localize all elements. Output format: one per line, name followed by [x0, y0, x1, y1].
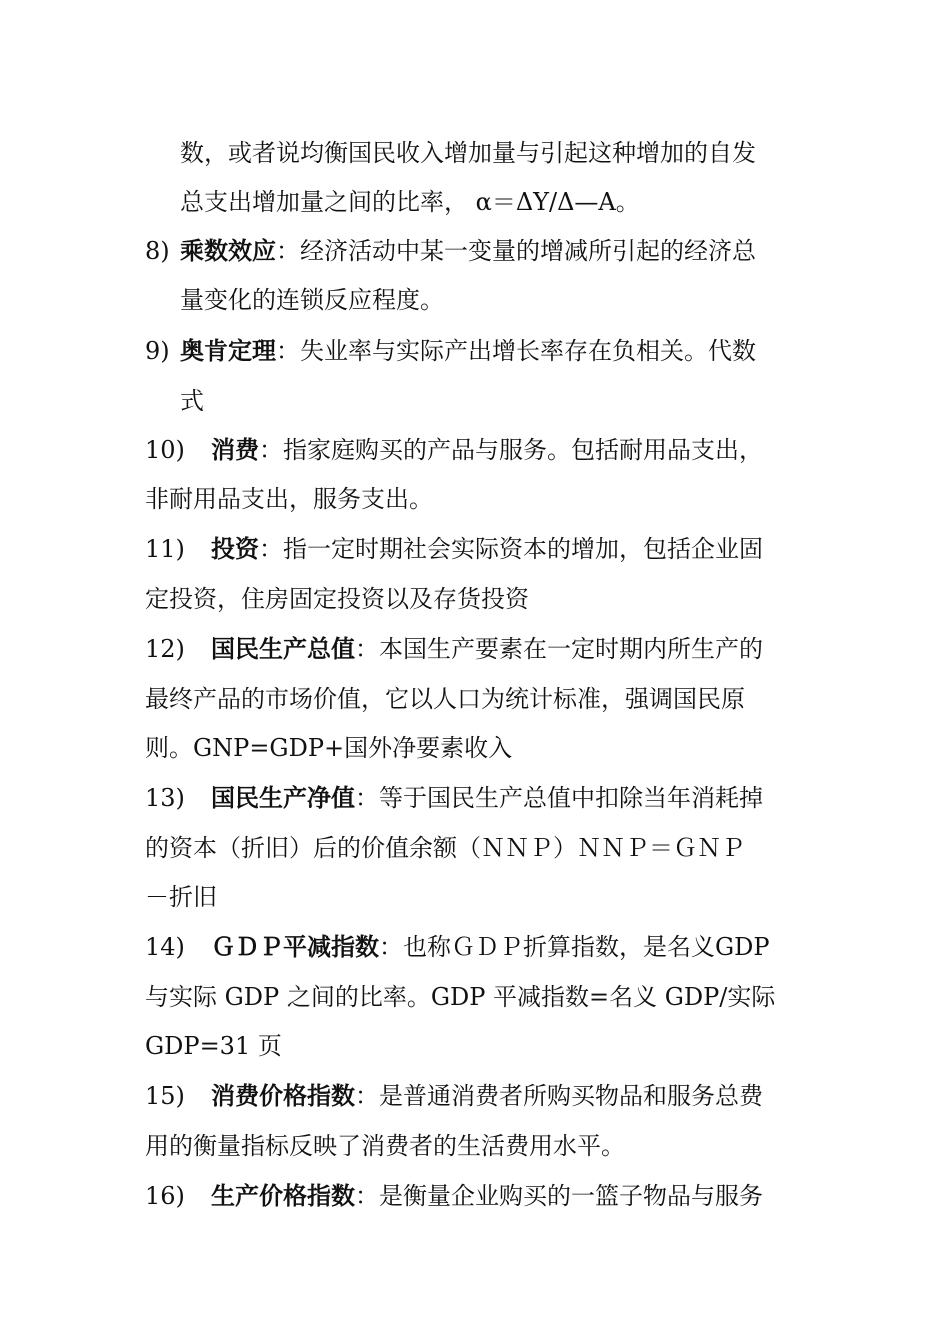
definition-item-11	[145, 524, 810, 574]
term-heading: 国民生产净值	[211, 783, 355, 812]
entry-text: 与实际 GDP 之间的比率。GDP 平减指数=名义 GDP/实际	[145, 983, 776, 1011]
text-line	[145, 674, 810, 724]
entry-text: ：是普通消费者所购买物品和服务总费	[355, 1082, 763, 1110]
item-number: 11)	[145, 535, 185, 563]
entry-text: 用的衡量指标反映了消费者的生活费用水平。	[145, 1132, 625, 1160]
term-heading: 国民生产总值	[211, 634, 355, 663]
entry-text: GDP=31 页	[145, 1032, 282, 1060]
entry-text: 量变化的连锁反应程度。	[180, 286, 444, 314]
text-line	[145, 723, 810, 773]
definition-item-9	[145, 326, 810, 376]
term-heading: 乘数效应	[180, 236, 276, 265]
entry-text: 定投资，住房固定投资以及存货投资	[145, 585, 529, 613]
entry-text: ：本国生产要素在一定时期内所生产的	[355, 635, 763, 663]
text-line	[180, 177, 810, 227]
definition-item-16	[145, 1171, 810, 1221]
item-number: 15)	[145, 1082, 185, 1110]
entry-text: 最终产品的市场价值，它以人口为统计标准，强调国民原	[145, 685, 745, 713]
definition-item-13	[145, 773, 810, 823]
text-line	[145, 474, 810, 524]
definition-item-10	[145, 425, 810, 475]
text-line	[180, 376, 810, 426]
entry-text: 式	[180, 387, 204, 415]
entry-text: 非耐用品支出，服务支出。	[145, 485, 433, 513]
term-heading: 消费价格指数	[211, 1081, 355, 1110]
text-line	[145, 574, 810, 624]
text-line	[145, 1121, 810, 1171]
entry-text: ：等于国民生产总值中扣除当年消耗掉	[355, 784, 763, 812]
text-line	[145, 972, 810, 1022]
item-number: 13)	[145, 784, 185, 812]
item-number: 9)	[145, 337, 170, 365]
entry-text: ：指一定时期社会实际资本的增加，包括企业固	[259, 535, 763, 563]
text-line	[145, 1021, 810, 1071]
term-heading: 奥肯定理	[180, 336, 276, 365]
item-number: 10)	[145, 436, 185, 464]
entry-text: 则。GNP=GDP+国外净要素收入	[145, 734, 513, 762]
entry-text: －折旧	[145, 883, 217, 911]
term-heading: ＧＤＰ平减指数	[211, 932, 379, 961]
definition-item-14	[145, 922, 810, 972]
definition-item-8	[145, 226, 810, 276]
text-line	[145, 823, 810, 873]
entry-text: ：经济活动中某一变量的增减所引起的经济总	[276, 237, 756, 265]
definition-item-15	[145, 1071, 810, 1121]
entry-text: 数，或者说均衡国民收入增加量与引起这种增加的自发	[180, 139, 756, 167]
term-heading: 消费	[211, 435, 259, 464]
item-number: 16)	[145, 1182, 185, 1210]
item-number: 8)	[145, 237, 170, 265]
definition-item-12	[145, 624, 810, 674]
entry-text: ：是衡量企业购买的一篮子物品与服务	[355, 1182, 763, 1210]
text-line	[180, 128, 810, 178]
text-line	[145, 872, 810, 922]
item-number: 14)	[145, 933, 185, 961]
entry-text: ：失业率与实际产出增长率存在负相关。代数	[276, 337, 756, 365]
item-number: 12)	[145, 635, 185, 663]
entry-text: 的资本（折旧）后的价值余额（ＮＮＰ）ＮＮＰ＝ＧＮＰ	[145, 834, 745, 862]
entry-text: 总支出增加量之间的比率， α＝ΔY/Δ—A。	[180, 188, 640, 216]
term-heading: 生产价格指数	[211, 1181, 355, 1210]
term-heading: 投资	[211, 534, 259, 563]
entry-text: ：指家庭购买的产品与服务。包括耐用品支出，	[259, 436, 763, 464]
entry-text: ：也称ＧＤＰ折算指数，是名义GDP	[379, 933, 770, 961]
text-line	[180, 275, 810, 325]
